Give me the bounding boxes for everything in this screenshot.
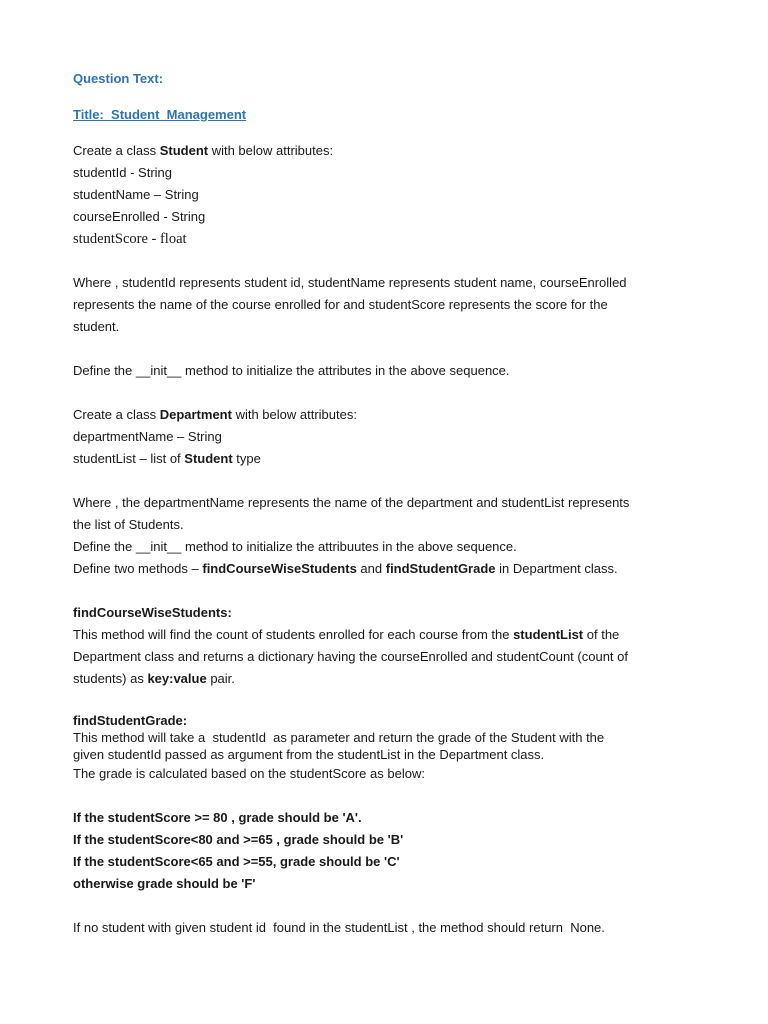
fcws-heading: findCourseWiseStudents:	[73, 605, 232, 620]
fsg-line-2: given studentId passed as argument from the studentList in the Department class.	[73, 747, 545, 762]
student-attr-course: courseEnrolled - String	[73, 209, 206, 224]
question-label: Question Text:	[73, 71, 164, 86]
student-attr-score: studentScore - float	[73, 231, 187, 247]
init-department: Define the __init__ method to initialize the attribuutes in the above sequence.	[73, 539, 517, 554]
where-student-line-1: Where , studentId represents student id, studentName represents student name, courseEnrolled	[73, 275, 627, 290]
final-note: If no student with given student id found in the studentList , the method should return None.	[73, 920, 605, 935]
student-attr-name: studentName – String	[73, 187, 199, 202]
department-attr-list: studentList – list of Student type	[73, 451, 261, 466]
where-student-line-2: represents the name of the course enrolled for and studentScore represents the score for the	[73, 297, 608, 312]
title-link[interactable]: Title: Student_Management	[73, 107, 247, 122]
grade-rule-f: otherwise grade should be 'F'	[73, 876, 256, 891]
fsg-line-3: The grade is calculated based on the studentScore as below:	[73, 766, 425, 781]
where-student-line-3: student.	[73, 319, 120, 334]
department-attr-name: departmentName – String	[73, 429, 222, 444]
fcws-line-3: students) as key:value pair.	[73, 671, 235, 686]
fsg-heading: findStudentGrade:	[73, 713, 188, 728]
department-class-intro: Create a class Department with below attributes:	[73, 407, 357, 422]
grade-rule-c: If the studentScore<65 and >=55, grade should be 'C'	[73, 854, 400, 869]
init-student: Define the __init__ method to initialize the attributes in the above sequence.	[73, 363, 510, 378]
grade-rule-a: If the studentScore >= 80 , grade should be 'A'.	[73, 810, 362, 825]
fcws-line-1: This method will find the count of students enrolled for each course from the studentList of the	[73, 627, 620, 642]
grade-rule-b: If the studentScore<80 and >=65 , grade should be 'B'	[73, 832, 404, 847]
fcws-line-2: Department class and returns a dictionary having the courseEnrolled and studentCount (count of	[73, 649, 628, 664]
where-department-line-2: the list of Students.	[73, 517, 184, 532]
fsg-line-1: This method will take a studentId as parameter and return the grade of the Student with the	[73, 730, 605, 745]
where-department-line-1: Where , the departmentName represents the name of the department and studentList represents	[73, 495, 630, 510]
methods-line: Define two methods – findCourseWiseStudents and findStudentGrade in Department class.	[73, 561, 618, 576]
document-page	[73, 68, 713, 939]
student-attr-id: studentId - String	[73, 165, 172, 180]
student-class-intro: Create a class Student with below attributes:	[73, 143, 334, 158]
